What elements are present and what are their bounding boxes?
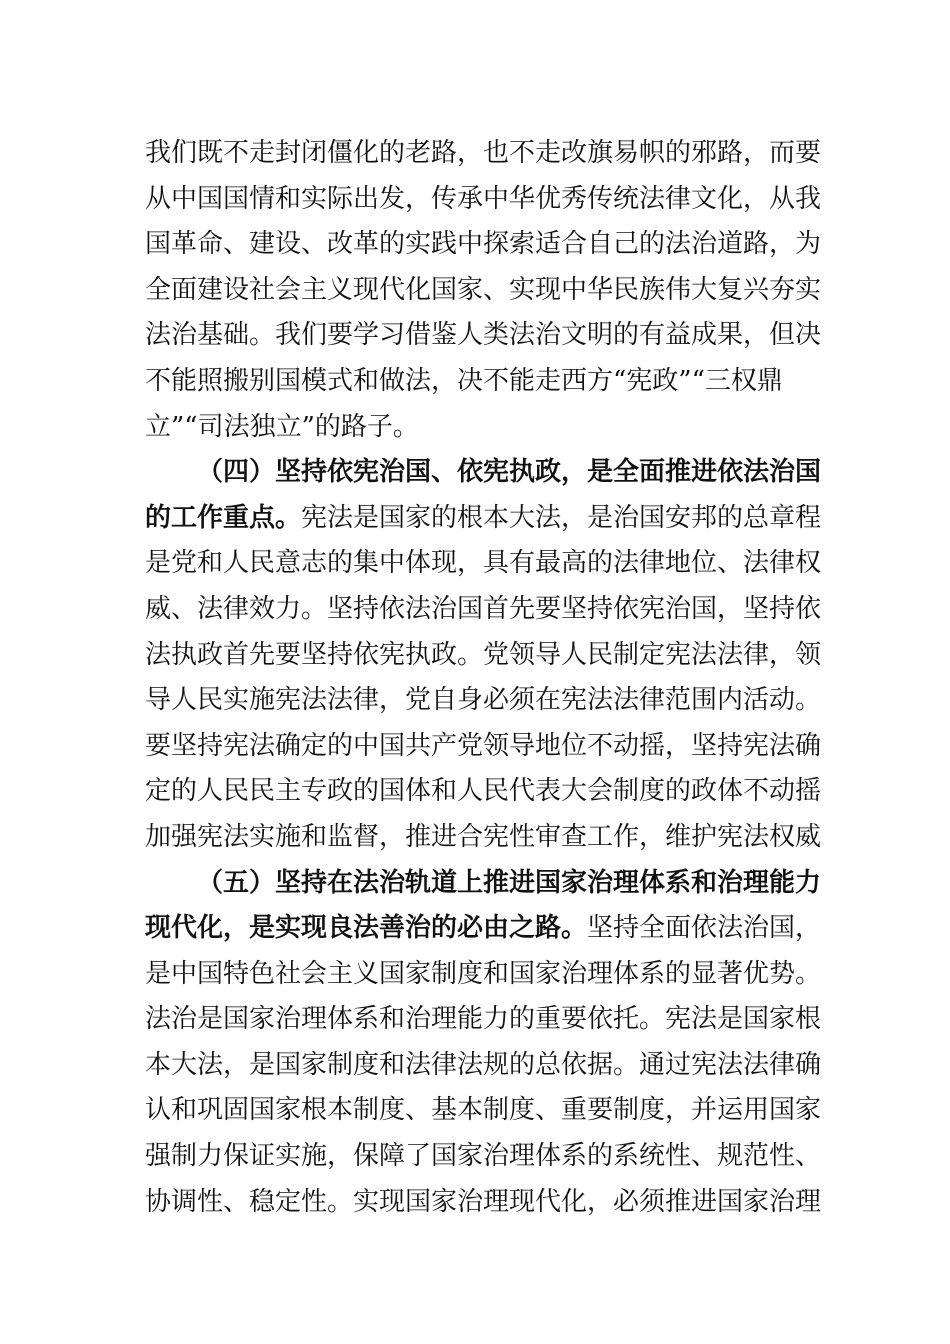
text-line (145, 496, 822, 542)
text-line (145, 1134, 822, 1180)
paragraph-text: 要坚持宪法确定的中国共产党领导地位不动摇，坚持宪法确 (145, 730, 822, 761)
text-line (145, 724, 822, 770)
text-line (145, 815, 822, 861)
text-line (145, 1180, 822, 1226)
paragraph-text: 宪法是国家的根本大法，是治国安邦的总章程 (301, 502, 822, 533)
text-line (145, 131, 822, 177)
text-line (145, 1043, 822, 1089)
paragraph-text: 坚持全面依法治国， (587, 913, 822, 944)
paragraph-text: 是中国特色社会主义国家制度和国家治理体系的显著优势。 (145, 958, 822, 989)
paragraph-text: 本大法，是国家制度和法律法规的总依据。通过宪法法律确 (145, 1049, 822, 1080)
paragraph-text: 协调性、稳定性。实现国家治理现代化，必须推进国家治理 (145, 1186, 822, 1217)
paragraph-text: 加强宪法实施和监督，推进合宪性审查工作，维护宪法权威 (145, 821, 822, 852)
paragraph-text: 我们既不走封闭僵化的老路，也不走改旗易帜的邪路，而要 (145, 138, 822, 168)
paragraph-text: 从中国国情和实际出发，传承中华优秀传统法律文化，从我 (145, 183, 822, 214)
text-line (145, 313, 822, 359)
text-line (145, 769, 822, 815)
paragraph-text: 导人民实施宪法法律，党自身必须在宪法法律范围内活动。 (145, 685, 822, 716)
text-line (145, 952, 822, 998)
heading-text: （四）坚持依宪治国、依宪执政，是全面推进依法治国 (197, 457, 822, 488)
body-text (145, 131, 822, 1225)
text-line (145, 177, 822, 223)
text-line (145, 222, 822, 268)
paragraph-text: 认和巩固国家根本制度、基本制度、重要制度，并运用国家 (145, 1095, 822, 1126)
paragraph-text: 不能照搬别国模式和做法，决不能走西方“宪政”“三权鼎 (145, 365, 783, 396)
text-line (145, 906, 822, 952)
text-line (145, 633, 822, 679)
text-line (145, 1088, 822, 1134)
text-line (145, 587, 822, 633)
paragraph-text: 是党和人民意志的集中体现，具有最高的法律地位、法律权 (145, 548, 822, 579)
paragraph-text: 全面建设社会主义现代化国家、实现中华民族伟大复兴夯实 (145, 274, 822, 305)
paragraph-text: 强制力保证实施，保障了国家治理体系的系统性、规范性、 (145, 1141, 822, 1172)
heading-text: 的工作重点。 (145, 502, 302, 533)
paragraph-text: 威、法律效力。坚持依法治国首先要坚持依宪治国，坚持依 (145, 593, 822, 624)
section-heading-line (145, 450, 822, 496)
text-line (145, 405, 815, 451)
text-line (145, 359, 815, 405)
text-line (145, 268, 822, 314)
heading-text: （五）坚持在法治轨道上推进国家治理体系和治理能力 (197, 867, 822, 898)
paragraph-text: 法执政首先要坚持依宪执政。党领导人民制定宪法法律，领 (145, 639, 822, 670)
heading-text: 现代化，是实现良法善治的必由之路。 (145, 913, 588, 944)
section-heading-line (145, 861, 822, 907)
paragraph-text: 国革命、建设、改革的实践中探索适合自己的法治道路，为 (145, 229, 822, 260)
paragraph-text: 立”“司法独立”的路子。 (145, 411, 419, 442)
text-line (145, 997, 822, 1043)
text-line (145, 541, 822, 587)
paragraph-text: 法治是国家治理体系和治理能力的重要依托。宪法是国家根 (145, 1004, 822, 1035)
paragraph-text: 定的人民民主专政的国体和人民代表大会制度的政体不动摇 (145, 776, 822, 807)
text-line (145, 678, 822, 724)
paragraph-text: 法治基础。我们要学习借鉴人类法治文明的有益成果，但决 (145, 320, 822, 351)
